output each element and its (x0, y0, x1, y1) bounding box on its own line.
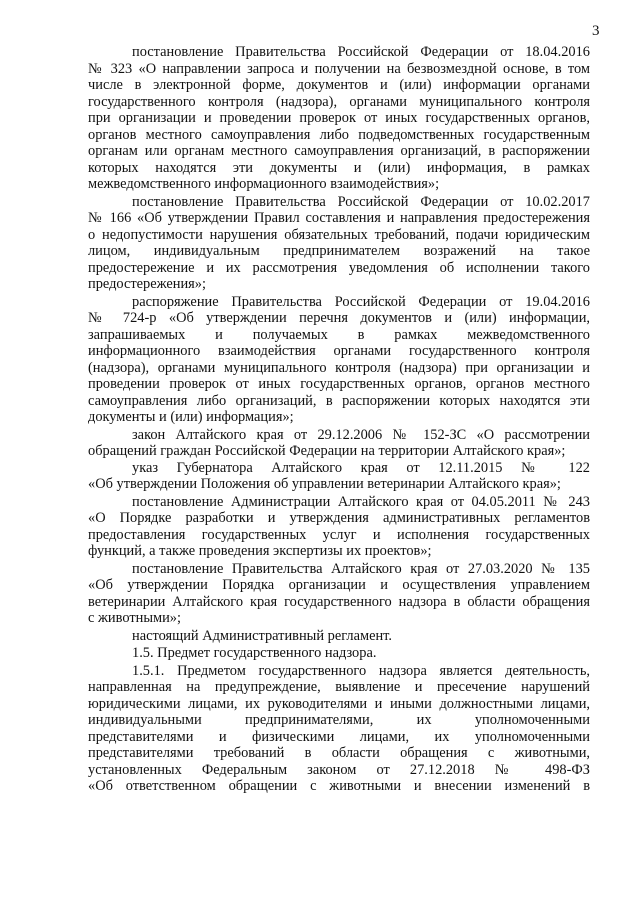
text-line: государственного контроля (надзора), органами муниципального контроля (88, 93, 590, 110)
paragraph-law-152 (88, 427, 590, 460)
text-line: органов местного самоуправления либо подведомственных государственным (88, 126, 590, 143)
text-line: индивидуальными предпринимателями, их уполномоченными (88, 712, 590, 728)
text-line: «Об утверждении Положения об управлении ветеринарии Алтайского края»; (88, 476, 561, 492)
document-body (88, 44, 590, 795)
text-line: представителями и физическими лицами, их уполномоченными (88, 728, 590, 745)
text-line: направленная на предупреждение, выявление и пресечение нарушений (88, 679, 590, 695)
text-line: № 724-р «Об утверждении перечня документов и (или) информации, (88, 310, 590, 326)
text-line: о недопустимости нарушения обязательных требований, подачи юридическим (88, 226, 590, 243)
text-line: с животными»; (88, 610, 181, 626)
text-line: при организации и проведении проверок от иных государственных органов, (88, 110, 590, 126)
text-line: № 166 «Об утверждении Правил составления и направления предостережения (88, 210, 590, 226)
text-line: распоряжение Правительства Российской Федерации от 19.04.2016 (132, 293, 590, 310)
text-line: межведомственного информационного взаимодействия»; (88, 176, 440, 192)
paragraph-decree-166 (88, 194, 590, 293)
paragraph-1-5-1 (88, 663, 590, 795)
paragraph-order-724 (88, 294, 590, 426)
text-line: предоставления государственных услуг и исполнения государственных (88, 526, 590, 543)
text-line: предостережение и их рассмотрения уведомления об исполнении такого (88, 259, 590, 276)
text-line: указ Губернатора Алтайского края от 12.11.2015 № 122 (132, 459, 590, 476)
text-line: предостережения»; (88, 276, 206, 292)
text-line: самоуправления либо организаций, в распоряжении которых находятся эти (88, 392, 590, 409)
paragraph-edict-122 (88, 460, 590, 493)
text-line: постановление Правительства Российской Федерации от 10.02.2017 (132, 193, 590, 210)
text-line: настоящий Административный регламент. (132, 627, 392, 644)
paragraph-resolution-135 (88, 561, 590, 627)
text-line: установленных Федеральным законом от 27.12.2018 № 498-ФЗ (88, 761, 590, 778)
paragraph-this-regulation (88, 628, 590, 645)
text-line: лицом, индивидуальным предпринимателем возражений на такое (88, 243, 590, 259)
page-number: 3 (592, 23, 600, 39)
text-line: запрашиваемых и получаемых в рамках межведомственного (88, 326, 590, 343)
text-line: закон Алтайского края от 29.12.2006 № 152-ЗС «О рассмотрении (132, 426, 590, 443)
text-line: юридическими лицами, их руководителями и иными должностными лицами, (88, 695, 590, 712)
text-line: представителями требований в области обращения с животными, (88, 745, 590, 761)
text-line: которых находятся эти документы и (или) информация, в рамках (88, 159, 590, 176)
section-heading-1-5 (88, 645, 590, 662)
text-line: (надзора), органами муниципального контроля (надзора) при организации и (88, 359, 590, 376)
text-line: «Об утверждении Порядка организации и осуществления управлением (88, 577, 590, 593)
text-line: постановление Правительства Российской Федерации от 18.04.2016 (132, 44, 590, 60)
text-line: № 323 «О направлении запроса и получении на безвозмездной основе, в том (88, 60, 590, 77)
paragraph-decree-323 (88, 44, 590, 193)
text-line: информационного взаимодействия органами государственного контроля (88, 343, 590, 359)
text-line: «Об ответственном обращении с животными и внесении изменений в (88, 778, 590, 794)
text-line: проведении проверок от иных государственных органов, органов местного (88, 376, 590, 392)
paragraph-resolution-243 (88, 494, 590, 560)
text-line: документы и (или) информация»; (88, 409, 294, 425)
text-line: постановление Правительства Алтайского края от 27.03.2020 № 135 (132, 560, 590, 577)
text-line: ветеринарии Алтайского края государственного надзора в области обращения (88, 593, 590, 610)
text-line: 1.5.1. Предметом государственного надзора является деятельность, (132, 662, 590, 679)
text-line: обращений граждан Российской Федерации на территории Алтайского края»; (88, 443, 566, 459)
text-line: органам или органам местного самоуправления организаций, в распоряжении (88, 143, 590, 159)
section-heading: 1.5. Предмет государственного надзора. (132, 645, 377, 661)
text-line: функций, а также проведения экспертизы их проектов»; (88, 543, 432, 559)
text-line: «О Порядке разработки и утверждения административных регламентов (88, 510, 590, 526)
text-line: числе в электронной форме, документов и (или) информации органами (88, 77, 590, 93)
text-line: постановление Администрации Алтайского края от 04.05.2011 № 243 (132, 493, 590, 510)
